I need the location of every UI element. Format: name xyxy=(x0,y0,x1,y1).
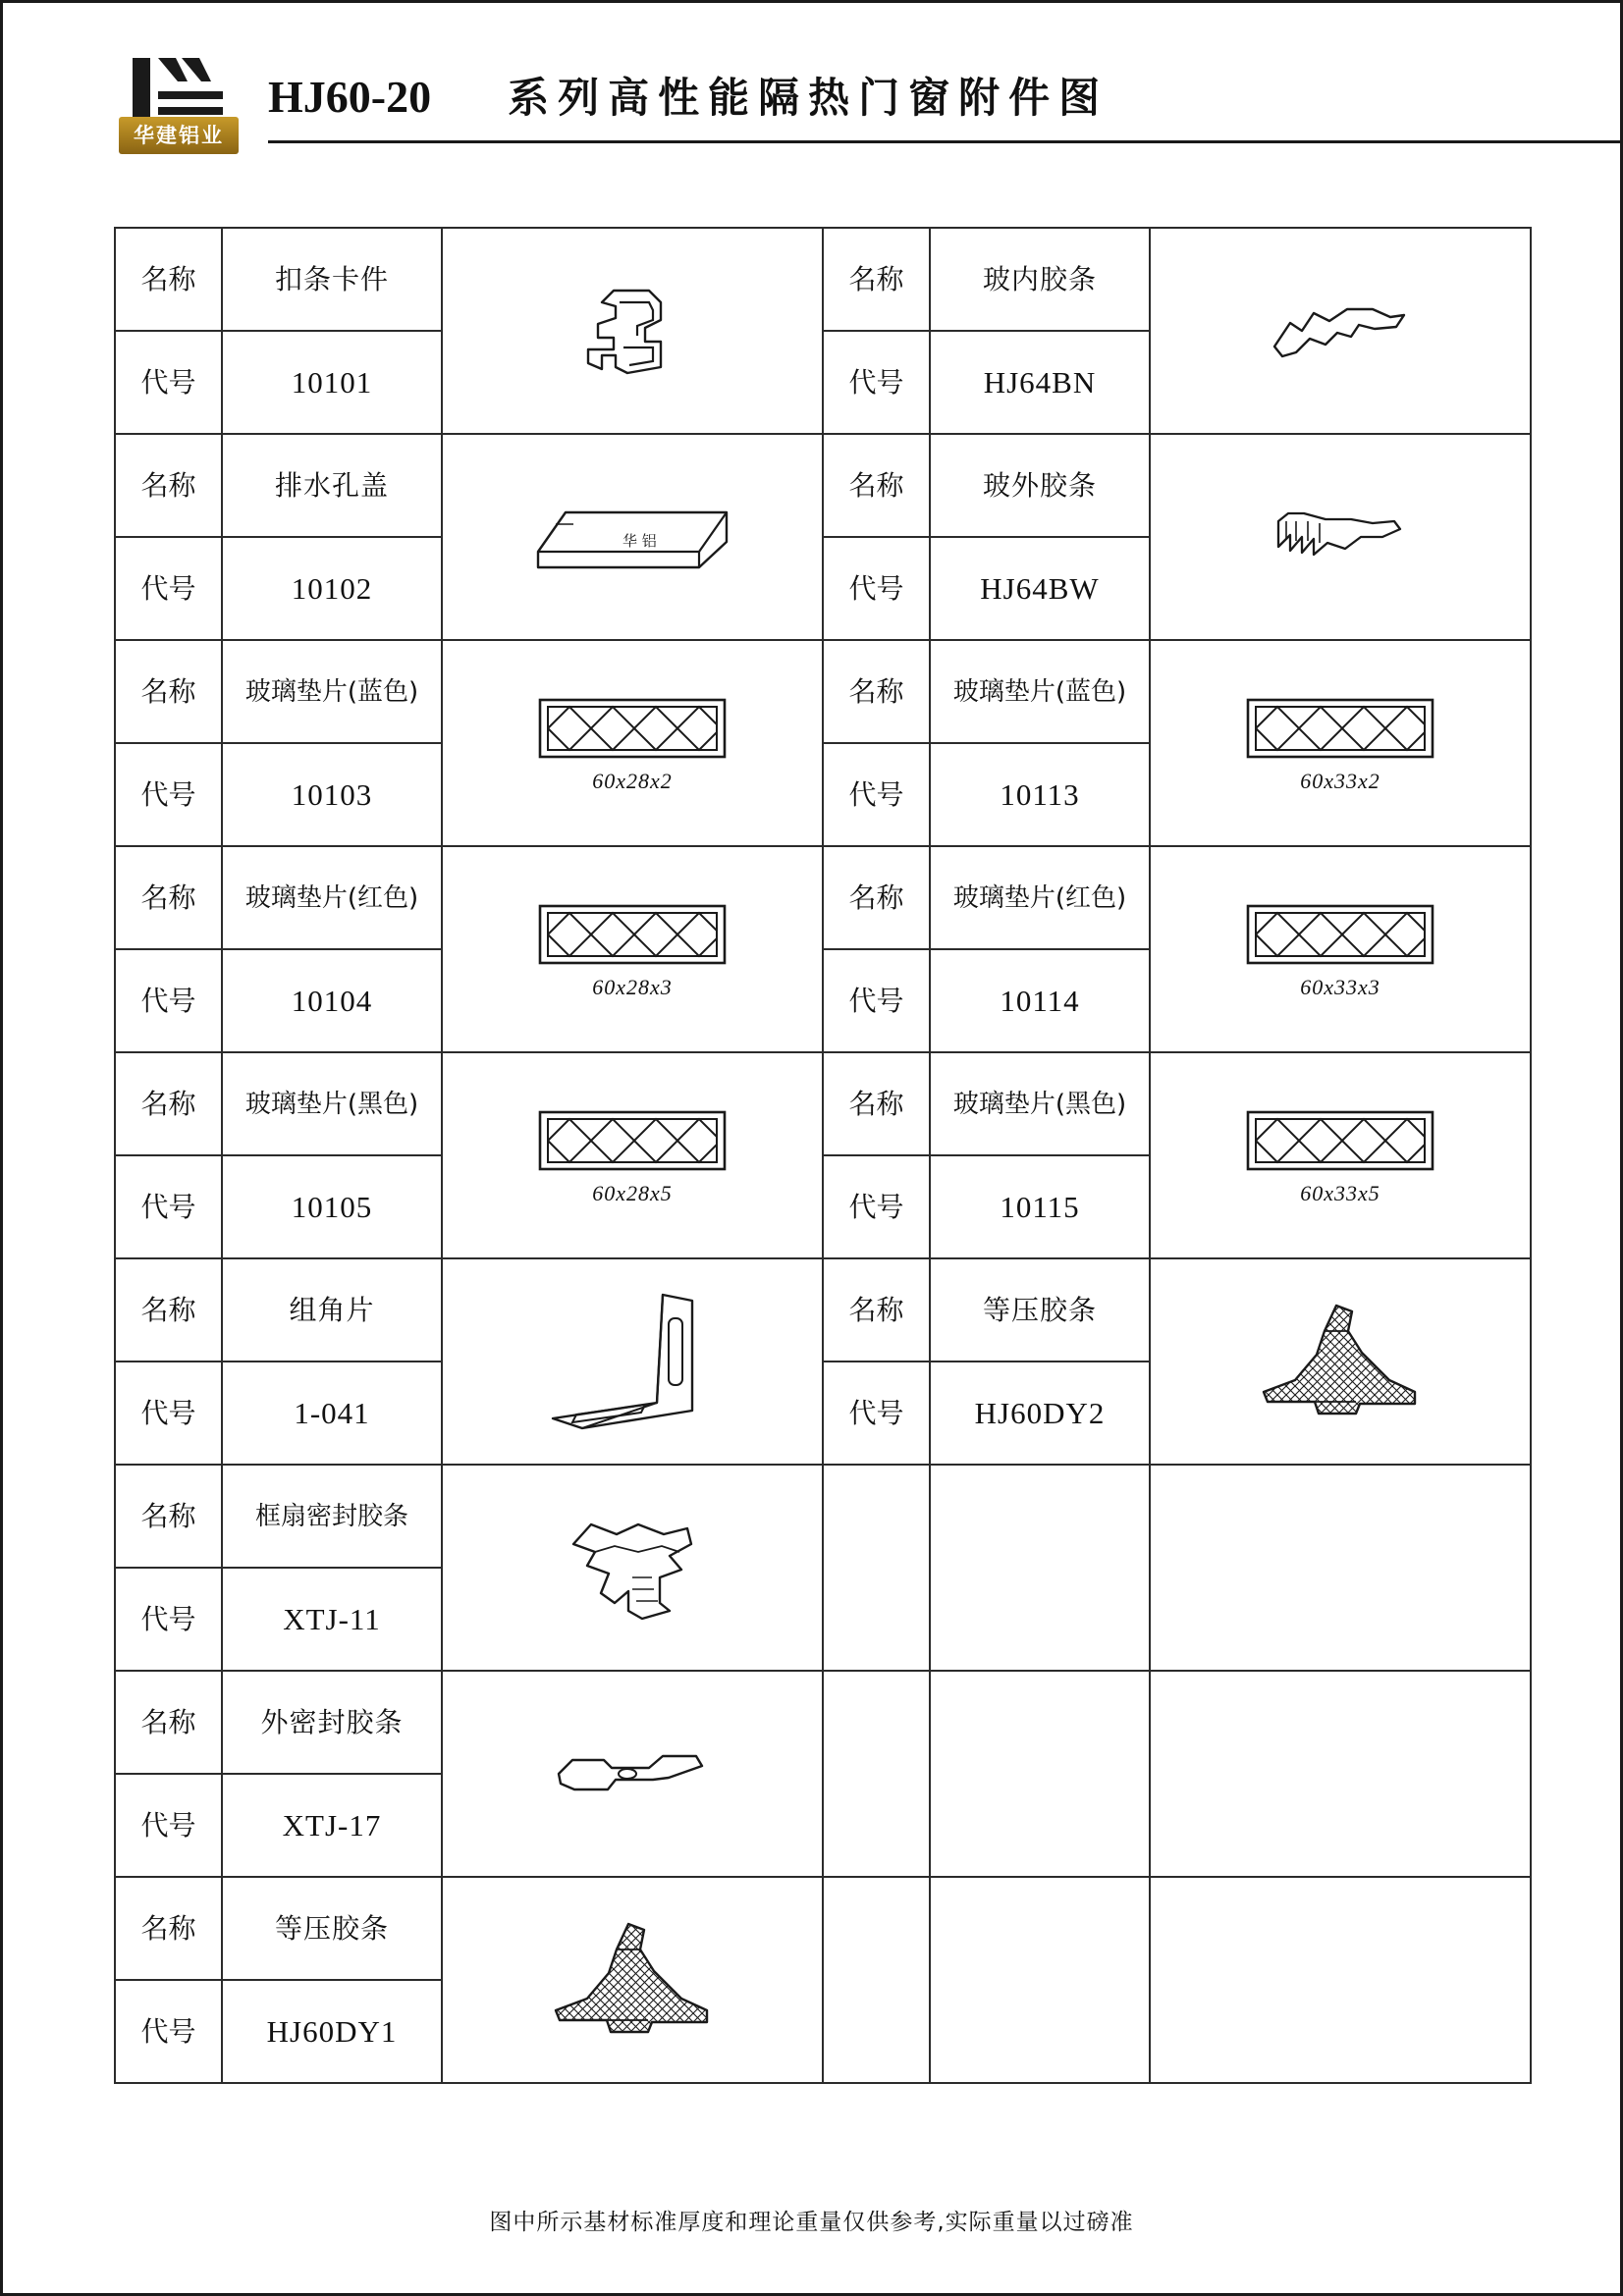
title-block xyxy=(268,50,1515,156)
item-code-left: 10104 xyxy=(222,949,442,1052)
company-logo xyxy=(111,52,239,168)
item-code-left: HJ60DY1 xyxy=(222,1980,442,2083)
figure-glass-pad xyxy=(1242,898,1438,973)
item-name-right: 玻璃垫片(蓝色) xyxy=(930,640,1150,743)
logo-glyph-icon xyxy=(129,52,227,123)
figure-inner-glass-gasket xyxy=(1257,288,1424,374)
figure-clip-profile xyxy=(559,277,706,385)
item-name-right-empty xyxy=(930,1877,1150,2083)
label-name-right-empty xyxy=(823,1877,930,2083)
accessory-table xyxy=(114,227,1532,2084)
label-name-right: 名称 xyxy=(823,640,930,743)
label-code-left: 代号 xyxy=(115,331,222,434)
figure-cell-left xyxy=(442,1671,823,1877)
item-name-left: 组角片 xyxy=(222,1258,442,1362)
item-name-right-empty xyxy=(930,1671,1150,1877)
label-code-left: 代号 xyxy=(115,537,222,640)
figure-cell-left xyxy=(442,1258,823,1465)
figure-corner-bracket xyxy=(539,1283,726,1440)
label-name-left: 名称 xyxy=(115,434,222,537)
item-code-left: XTJ-17 xyxy=(222,1774,442,1877)
label-name-right: 名称 xyxy=(823,846,930,949)
item-code-left: 10102 xyxy=(222,537,442,640)
figure-drain-hole-cover xyxy=(524,491,740,584)
figure-cell-left xyxy=(442,1465,823,1671)
label-code-left: 代号 xyxy=(115,949,222,1052)
dimension-label: 60x33x3 xyxy=(1300,974,1380,999)
item-name-right: 玻外胶条 xyxy=(930,434,1150,537)
figure-glass-pad xyxy=(534,898,730,973)
item-code-left: 1-041 xyxy=(222,1362,442,1465)
label-name-left: 名称 xyxy=(115,1671,222,1774)
item-name-right: 玻璃垫片(红色) xyxy=(930,846,1150,949)
label-name-left: 名称 xyxy=(115,1877,222,1980)
dimension-label: 60x28x5 xyxy=(592,1180,673,1205)
label-name-left: 名称 xyxy=(115,1052,222,1155)
label-code-left: 代号 xyxy=(115,743,222,846)
footer-note: 图中所示基材标准厚度和理论重量仅供参考,实际重量以过磅准 xyxy=(489,2210,1134,2235)
item-name-left: 等压胶条 xyxy=(222,1877,442,1980)
figure-cell-left xyxy=(442,640,823,846)
accessory-table-body xyxy=(115,228,1531,2083)
item-code-left: 10105 xyxy=(222,1155,442,1258)
label-name-right: 名称 xyxy=(823,228,930,331)
label-code-left: 代号 xyxy=(115,1774,222,1877)
item-name-left: 玻璃垫片(黑色) xyxy=(222,1052,442,1155)
figure-cell-left xyxy=(442,1877,823,2083)
logo-wordmark: 华建铝业 xyxy=(119,117,239,154)
dimension-label: 60x28x3 xyxy=(592,974,673,999)
item-code-right: 10115 xyxy=(930,1155,1150,1258)
svg-text:华 铝: 华 铝 xyxy=(622,531,657,550)
item-code-right: 10114 xyxy=(930,949,1150,1052)
figure-cell-right-empty xyxy=(1150,1465,1531,1671)
dimension-label: 60x28x2 xyxy=(592,768,673,793)
table-row xyxy=(115,228,1531,331)
label-name-left: 名称 xyxy=(115,228,222,331)
figure-cell-left xyxy=(442,228,823,434)
label-name-left: 名称 xyxy=(115,1465,222,1568)
label-name-left: 名称 xyxy=(115,1258,222,1362)
label-code-left: 代号 xyxy=(115,1980,222,2083)
label-code-right: 代号 xyxy=(823,743,930,846)
figure-cell-right-empty xyxy=(1150,1671,1531,1877)
figure-glass-pad xyxy=(534,692,730,767)
figure-cell-right xyxy=(1150,228,1531,434)
figure-cell-left xyxy=(442,1052,823,1258)
label-name-right: 名称 xyxy=(823,434,930,537)
item-name-right-empty xyxy=(930,1465,1150,1671)
item-name-left: 玻璃垫片(蓝色) xyxy=(222,640,442,743)
label-code-left: 代号 xyxy=(115,1568,222,1671)
item-name-left: 玻璃垫片(红色) xyxy=(222,846,442,949)
label-code-right: 代号 xyxy=(823,331,930,434)
label-code-left: 代号 xyxy=(115,1155,222,1258)
figure-cell-right xyxy=(1150,1052,1531,1258)
table-row xyxy=(115,1877,1531,1980)
label-name-right-empty xyxy=(823,1465,930,1671)
figure-glass-pad xyxy=(1242,1104,1438,1179)
figure-cell-right xyxy=(1150,1258,1531,1465)
item-code-right: HJ60DY2 xyxy=(930,1362,1150,1465)
item-name-right: 等压胶条 xyxy=(930,1258,1150,1362)
figure-outer-glass-gasket xyxy=(1257,492,1424,582)
figure-glass-pad xyxy=(1242,692,1438,767)
table-row xyxy=(115,1671,1531,1774)
table-row xyxy=(115,434,1531,537)
item-name-left: 排水孔盖 xyxy=(222,434,442,537)
figure-outer-seal xyxy=(539,1735,726,1813)
label-name-left: 名称 xyxy=(115,640,222,743)
figure-cell-right xyxy=(1150,434,1531,640)
label-name-right: 名称 xyxy=(823,1052,930,1155)
page-title: 系列高性能隔热门窗附件图 xyxy=(508,74,1109,122)
label-code-right: 代号 xyxy=(823,1155,930,1258)
item-name-left: 扣条卡件 xyxy=(222,228,442,331)
figure-cell-left xyxy=(442,434,823,640)
table-row xyxy=(115,640,1531,743)
label-code-right: 代号 xyxy=(823,949,930,1052)
sheet-header xyxy=(111,50,1515,158)
table-row xyxy=(115,846,1531,949)
figure-cell-left xyxy=(442,846,823,1052)
item-name-left: 框扇密封胶条 xyxy=(222,1465,442,1568)
figure-equal-pressure-gasket-2 xyxy=(1242,1298,1438,1425)
label-name-right: 名称 xyxy=(823,1258,930,1362)
item-name-left: 外密封胶条 xyxy=(222,1671,442,1774)
table-row xyxy=(115,1465,1531,1568)
logo-mark-icon xyxy=(129,52,227,123)
figure-glass-pad xyxy=(534,1104,730,1179)
item-code-right: HJ64BN xyxy=(930,331,1150,434)
dimension-label: 60x33x2 xyxy=(1300,768,1380,793)
item-code-left: 10103 xyxy=(222,743,442,846)
figure-equal-pressure-gasket-1 xyxy=(534,1916,730,2044)
label-code-left: 代号 xyxy=(115,1362,222,1465)
table-row xyxy=(115,1052,1531,1155)
item-name-right: 玻璃垫片(黑色) xyxy=(930,1052,1150,1155)
label-name-right-empty xyxy=(823,1671,930,1877)
title-divider xyxy=(268,140,1623,143)
item-name-right: 玻内胶条 xyxy=(930,228,1150,331)
table-row xyxy=(115,1258,1531,1362)
figure-cell-right-empty xyxy=(1150,1877,1531,2083)
label-code-right: 代号 xyxy=(823,1362,930,1465)
item-code-right: 10113 xyxy=(930,743,1150,846)
label-code-right: 代号 xyxy=(823,537,930,640)
series-code: HJ60-20 xyxy=(268,72,432,122)
item-code-right: HJ64BW xyxy=(930,537,1150,640)
figure-frame-sash-seal xyxy=(544,1509,721,1627)
figure-cell-right xyxy=(1150,640,1531,846)
label-name-left: 名称 xyxy=(115,846,222,949)
item-code-left: XTJ-11 xyxy=(222,1568,442,1671)
item-code-left: 10101 xyxy=(222,331,442,434)
dimension-label: 60x33x5 xyxy=(1300,1180,1380,1205)
figure-cell-right xyxy=(1150,846,1531,1052)
